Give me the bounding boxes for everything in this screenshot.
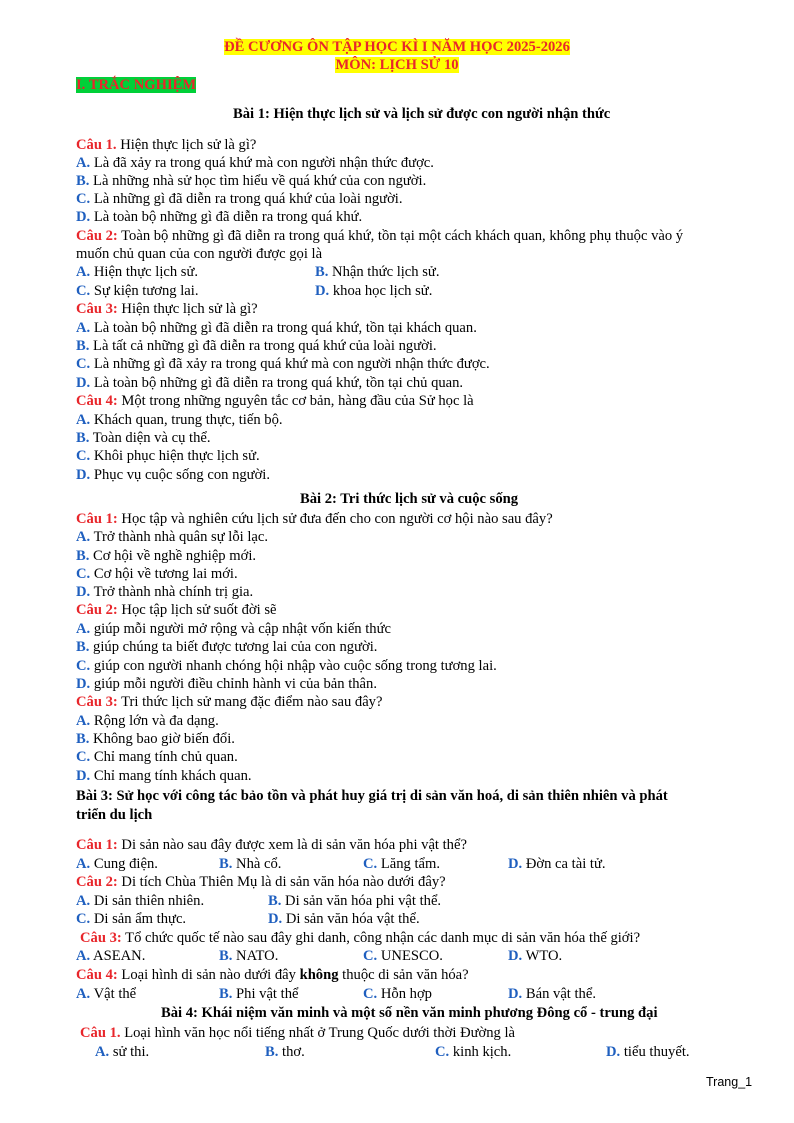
answer-option: C. Là những gì đã diễn ra trong quá khứ của loài người. bbox=[76, 191, 403, 207]
question-continuation: muốn chủ quan của con người được gọi là bbox=[76, 246, 323, 262]
answer-option: C. Sự kiện tương lai. bbox=[76, 283, 199, 299]
question: Câu 4: Loại hình di sản nào dưới đây không thuộc di sản văn hóa? bbox=[76, 967, 469, 983]
question: Câu 3: Tổ chức quốc tế nào sau đây ghi danh, công nhận các danh mục di sản văn hóa thế giới? bbox=[80, 930, 641, 946]
answer-option: C. Cơ hội về tương lai mới. bbox=[76, 566, 238, 582]
answer-option: D. Đờn ca tài tử. bbox=[508, 856, 606, 872]
question: Câu 1. Hiện thực lịch sử là gì? bbox=[76, 137, 257, 153]
question: Câu 3: Hiện thực lịch sử là gì? bbox=[76, 301, 258, 317]
answer-option: A. sử thi. bbox=[95, 1044, 150, 1060]
answer-option: A. Là đã xảy ra trong quá khứ mà con người nhận thức được. bbox=[76, 155, 434, 171]
lesson-2-title: Bài 2: Tri thức lịch sử và cuộc sống bbox=[300, 491, 519, 507]
answer-option: B. Nhận thức lịch sử. bbox=[315, 264, 440, 280]
answer-option: A. Rộng lớn và đa dạng. bbox=[76, 713, 219, 729]
answer-option: A. Là toàn bộ những gì đã diễn ra trong quá khứ, tồn tại khách quan. bbox=[76, 320, 477, 336]
lesson-3-title-continuation: triển du lịch bbox=[76, 807, 153, 823]
answer-option: C. UNESCO. bbox=[363, 948, 443, 964]
question: Câu 3: Tri thức lịch sử mang đặc điểm nào sau đây? bbox=[76, 694, 383, 710]
answer-option: A. Di sản thiên nhiên. bbox=[76, 893, 205, 909]
answer-option: B. Di sản văn hóa phi vật thể. bbox=[268, 893, 442, 909]
answer-option: A. Vật thể bbox=[76, 986, 137, 1002]
question: Câu 1: Học tập và nghiên cứu lịch sử đưa đến cho con người cơ hội nào sau đây? bbox=[76, 511, 553, 527]
answer-option: A. Cung điện. bbox=[76, 856, 158, 872]
subject-title: MÔN: LỊCH SỬ 10 bbox=[335, 57, 459, 73]
answer-option: B. giúp chúng ta biết được tương lai của con người. bbox=[76, 639, 378, 655]
question: Câu 2: Học tập lịch sử suốt đời sẽ bbox=[76, 602, 277, 618]
answer-option: B. Là tất cả những gì đã diễn ra trong quá khứ của loài người. bbox=[76, 338, 437, 354]
answer-option: B. NATO. bbox=[219, 948, 279, 964]
answer-option: D. Là toàn bộ những gì đã diễn ra trong quá khứ, tồn tại chủ quan. bbox=[76, 375, 464, 391]
question: Câu 1: Di sản nào sau đây được xem là di sản văn hóa phi vật thể? bbox=[76, 837, 467, 853]
question: Câu 2: Di tích Chùa Thiên Mụ là di sản văn hóa nào dưới đây? bbox=[76, 874, 446, 890]
answer-option: A. giúp mỗi người mở rộng và cập nhật vốn kiến thức bbox=[76, 621, 391, 637]
answer-option: D. Phục vụ cuộc sống con người. bbox=[76, 467, 270, 483]
answer-option: C. Hỗn hợp bbox=[363, 986, 432, 1002]
answer-option: B. Phi vật thể bbox=[219, 986, 299, 1002]
page-number: Trang_1 bbox=[706, 1075, 753, 1089]
lesson-1-title: Bài 1: Hiện thực lịch sử và lịch sử được con người nhận thức bbox=[233, 106, 611, 122]
answer-option: D. Là toàn bộ những gì đã diễn ra trong quá khứ. bbox=[76, 209, 363, 225]
question: Câu 4: Một trong những nguyên tắc cơ bản, hàng đầu của Sử học là bbox=[76, 393, 474, 409]
section-heading: I. TRẮC NGHIỆM bbox=[76, 77, 197, 93]
answer-option: A. Khách quan, trung thực, tiến bộ. bbox=[76, 412, 283, 428]
answer-option: D. WTO. bbox=[508, 948, 563, 964]
answer-option: B. thơ. bbox=[265, 1044, 305, 1060]
answer-option: B. Không bao giờ biến đổi. bbox=[76, 731, 235, 747]
answer-option: D. Chỉ mang tính khách quan. bbox=[76, 768, 252, 784]
answer-option: B. Là những nhà sử học tìm hiểu về quá khứ của con người. bbox=[76, 173, 427, 189]
answer-option: B. Toàn diện và cụ thể. bbox=[76, 430, 211, 446]
answer-option: C. Lăng tẩm. bbox=[363, 856, 441, 872]
answer-option: A. ASEAN. bbox=[76, 948, 146, 964]
answer-option: D. Trở thành nhà chính trị gia. bbox=[76, 584, 254, 600]
answer-option: C. Chỉ mang tính chủ quan. bbox=[76, 749, 238, 765]
answer-option: D. Di sản văn hóa vật thể. bbox=[268, 911, 420, 927]
answer-option: A. Hiện thực lịch sử. bbox=[76, 264, 199, 280]
lesson-3-title: Bài 3: Sử học với công tác bảo tồn và phát huy giá trị di sản văn hoá, di sản thiên nhiên và phát bbox=[76, 788, 668, 804]
answer-option: C. Di sản ẩm thực. bbox=[76, 911, 187, 927]
answer-option: C. kinh kịch. bbox=[435, 1044, 512, 1060]
answer-option: C. Khôi phục hiện thực lịch sử. bbox=[76, 448, 260, 464]
answer-option: C. giúp con người nhanh chóng hội nhập vào cuộc sống trong tương lai. bbox=[76, 658, 497, 674]
answer-option: B. Nhà cổ. bbox=[219, 856, 282, 872]
document-title: ĐỀ CƯƠNG ÔN TẬP HỌC KÌ I NĂM HỌC 2025-2026 bbox=[224, 39, 570, 55]
lesson-4-title: Bài 4: Khái niệm văn minh và một số nền văn minh phương Đông cổ - trung đại bbox=[161, 1005, 658, 1021]
answer-option: C. Là những gì đã xảy ra trong quá khứ mà con người nhận thức được. bbox=[76, 356, 490, 372]
question: Câu 2: Toàn bộ những gì đã diễn ra trong quá khứ, tồn tại một cách khách quan, không phụ thuộc vào ý bbox=[76, 228, 684, 244]
question: Câu 1. Loại hình văn học nổi tiếng nhất ở Trung Quốc dưới thời Đường là bbox=[80, 1025, 516, 1041]
answer-option: B. Cơ hội về nghề nghiệp mới. bbox=[76, 548, 257, 564]
answer-option: A. Trở thành nhà quân sự lỗi lạc. bbox=[76, 529, 268, 545]
answer-option: D. Bán vật thể. bbox=[508, 986, 596, 1002]
answer-option: D. giúp mỗi người điều chỉnh hành vi của bản thân. bbox=[76, 676, 377, 692]
answer-option: D. tiểu thuyết. bbox=[606, 1044, 690, 1060]
answer-option: D. khoa học lịch sử. bbox=[315, 283, 433, 299]
